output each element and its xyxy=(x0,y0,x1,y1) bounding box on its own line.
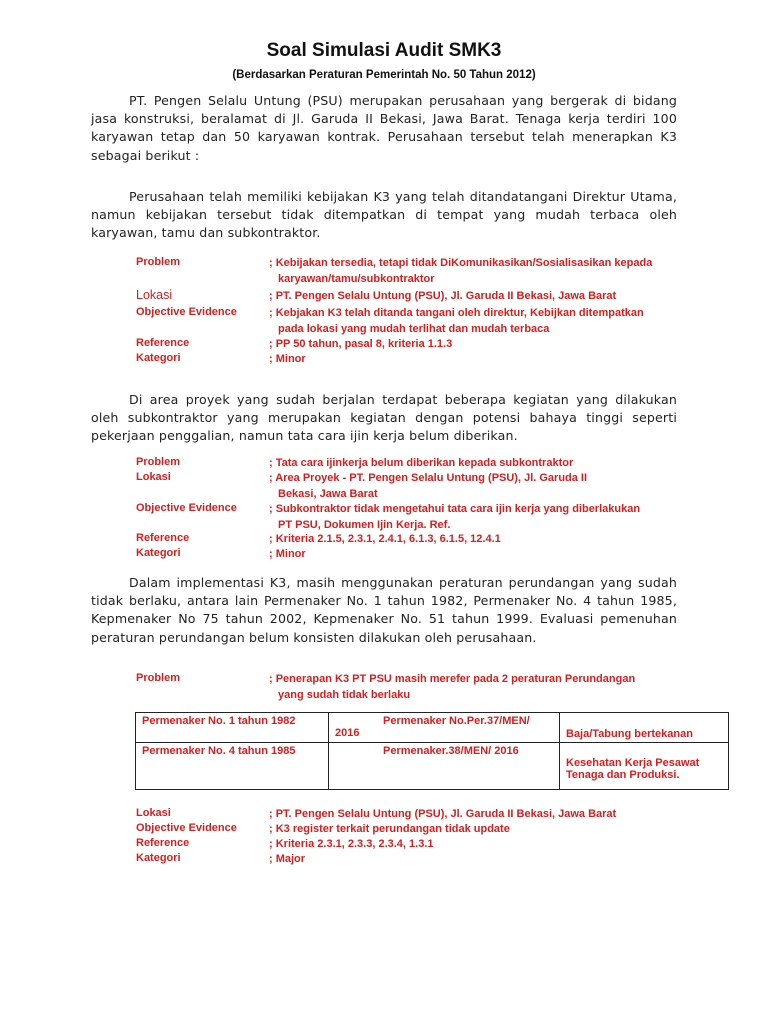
table-cell-subject-text: Baja/Tabung bertekanan xyxy=(566,728,693,740)
finding1-lokasi-value: ; PT. Pengen Selalu Untung (PSU), Jl. Garuda II Bekasi, Jawa Barat xyxy=(269,290,617,302)
case3-paragraph: Dalam implementasi K3, masih menggunakan peraturan perundangan yang sudah tidak berlaku, antara lain Permenaker No. 1 tahun 1982, Permenaker No. 4 tahun 1985, Kepmenaker No 75 tahun 2002, Kepmenaker No. 51 tahun 1999. Evaluasi pemenuhan peraturan perundangan belum konsisten dilakukan oleh perusahaan. xyxy=(91,575,677,645)
table-row xyxy=(136,743,729,790)
table-cell-subject xyxy=(560,713,729,743)
finding3-objective-value: ; K3 register terkait perundangan tidak update xyxy=(269,823,510,835)
table-cell-subject xyxy=(560,743,729,790)
finding2-kategori-value: ; Minor xyxy=(269,548,306,560)
table-cell-new-regulation xyxy=(329,713,560,743)
table-cell-subject-text: Kesehatan Kerja Pesawat Tenaga dan Produksi. xyxy=(566,757,700,781)
finding3-lokasi-value: ; PT. Pengen Selalu Untung (PSU), Jl. Garuda II Bekasi, Jawa Barat xyxy=(269,808,617,820)
finding1-objective-value: ; Kebjakan K3 telah ditanda tangani oleh direktur, Kebijkan ditempatkan xyxy=(269,307,644,319)
finding1-problem-value-cont: karyawan/tamu/subkontraktor xyxy=(278,272,435,285)
finding3-reference-value: ; Kriteria 2.3.1, 2.3.3, 2.3.4, 1.3.1 xyxy=(269,838,434,850)
table-cell-new-regulation-line1: Permenaker.38/MEN/ 2016 xyxy=(383,745,519,757)
finding1-lokasi-label: Lokasi xyxy=(136,288,173,302)
finding3-reference-label: Reference xyxy=(136,837,190,849)
table-cell-new-regulation-line1: Permenaker No.Per.37/MEN/ xyxy=(383,715,530,727)
case2-paragraph: Di area proyek yang sudah berjalan terdapat beberapa kegiatan yang dilakukan oleh subkontraktor yang merupakan kegiatan dengan potensi bahaya tinggi seperti pekerjaan penggalian, namun tata cara ijin kerja belum diberikan. xyxy=(91,392,677,444)
finding2-problem-label: Problem xyxy=(136,456,181,468)
finding2-problem-value: ; Tata cara ijinkerja belum diberikan kepada subkontraktor xyxy=(269,457,574,469)
finding2-objective-value-cont: PT PSU, Dokumen Ijin Kerja. Ref. xyxy=(278,518,451,531)
finding1-objective-value-cont: pada lokasi yang mudah terlihat dan mudah terbaca xyxy=(278,322,550,335)
finding1-problem-value: ; Kebijakan tersedia, tetapi tidak DiKomunikasikan/Sosialisasikan kepada xyxy=(269,257,653,269)
finding2-lokasi-value: ; Area Proyek - PT. Pengen Selalu Untung (PSU), Jl. Garuda II xyxy=(269,472,588,484)
finding3-problem-value: ; Penerapan K3 PT PSU masih merefer pada 2 peraturan Perundangan xyxy=(269,673,636,685)
finding1-objective-label: Objective Evidence xyxy=(136,306,237,318)
finding2-reference-value: ; Kriteria 2.1.5, 2.3.1, 2.4.1, 6.1.3, 6.1.5, 12.4.1 xyxy=(269,533,501,545)
finding2-objective-label: Objective Evidence xyxy=(136,502,237,514)
finding3-lokasi-label: Lokasi xyxy=(136,807,171,819)
finding1-reference-label: Reference xyxy=(136,337,190,349)
case1-paragraph: Perusahaan telah memiliki kebijakan K3 yang telah ditandatangani Direktur Utama, namun kebijakan tersebut tidak ditempatkan di tempat yang mudah terbaca oleh karyawan, tamu dan subkontraktor. xyxy=(91,189,677,241)
finding3-problem-value-cont: yang sudah tidak berlaku xyxy=(278,688,411,701)
finding2-reference-label: Reference xyxy=(136,532,190,544)
table-cell-new-regulation xyxy=(329,743,560,790)
finding2-lokasi-label: Lokasi xyxy=(136,471,171,483)
finding3-kategori-value: ; Major xyxy=(269,853,306,865)
finding2-lokasi-value-cont: Bekasi, Jawa Barat xyxy=(278,487,378,500)
finding2-kategori-label: Kategori xyxy=(136,547,181,559)
intro-paragraph: PT. Pengen Selalu Untung (PSU) merupakan perusahaan yang bergerak di bidang jasa konstruksi, beralamat di Jl. Garuda II Bekasi, Jawa Barat. Tenaga kerja terdiri 100 karyawan tetap dan 50 karyawan kontrak. Perusahaan tersebut telah menerapkan K3 sebagai berikut : xyxy=(91,93,677,163)
table-cell-new-regulation-line2: 2016 xyxy=(335,727,360,739)
finding3-kategori-label: Kategori xyxy=(136,852,181,864)
document-title: Soal Simulasi Audit SMK3 xyxy=(266,40,502,61)
finding1-reference-value: ; PP 50 tahun, pasal 8, kriteria 1.1.3 xyxy=(269,338,453,350)
finding1-kategori-value: ; Minor xyxy=(269,353,306,365)
finding1-problem-label: Problem xyxy=(136,256,181,268)
regulation-table xyxy=(135,712,729,790)
table-cell-old-regulation: Permenaker No. 4 tahun 1985 xyxy=(136,743,329,790)
finding1-kategori-label: Kategori xyxy=(136,352,181,364)
document-subtitle: (Berdasarkan Peraturan Pemerintah No. 50 Tahun 2012) xyxy=(232,69,536,81)
finding3-problem-label: Problem xyxy=(136,672,181,684)
finding3-objective-label: Objective Evidence xyxy=(136,822,237,834)
table-row xyxy=(136,713,729,743)
table-cell-old-regulation: Permenaker No. 1 tahun 1982 xyxy=(136,713,329,743)
finding2-objective-value: ; Subkontraktor tidak mengetahui tata cara ijin kerja yang diberlakukan xyxy=(269,503,641,515)
